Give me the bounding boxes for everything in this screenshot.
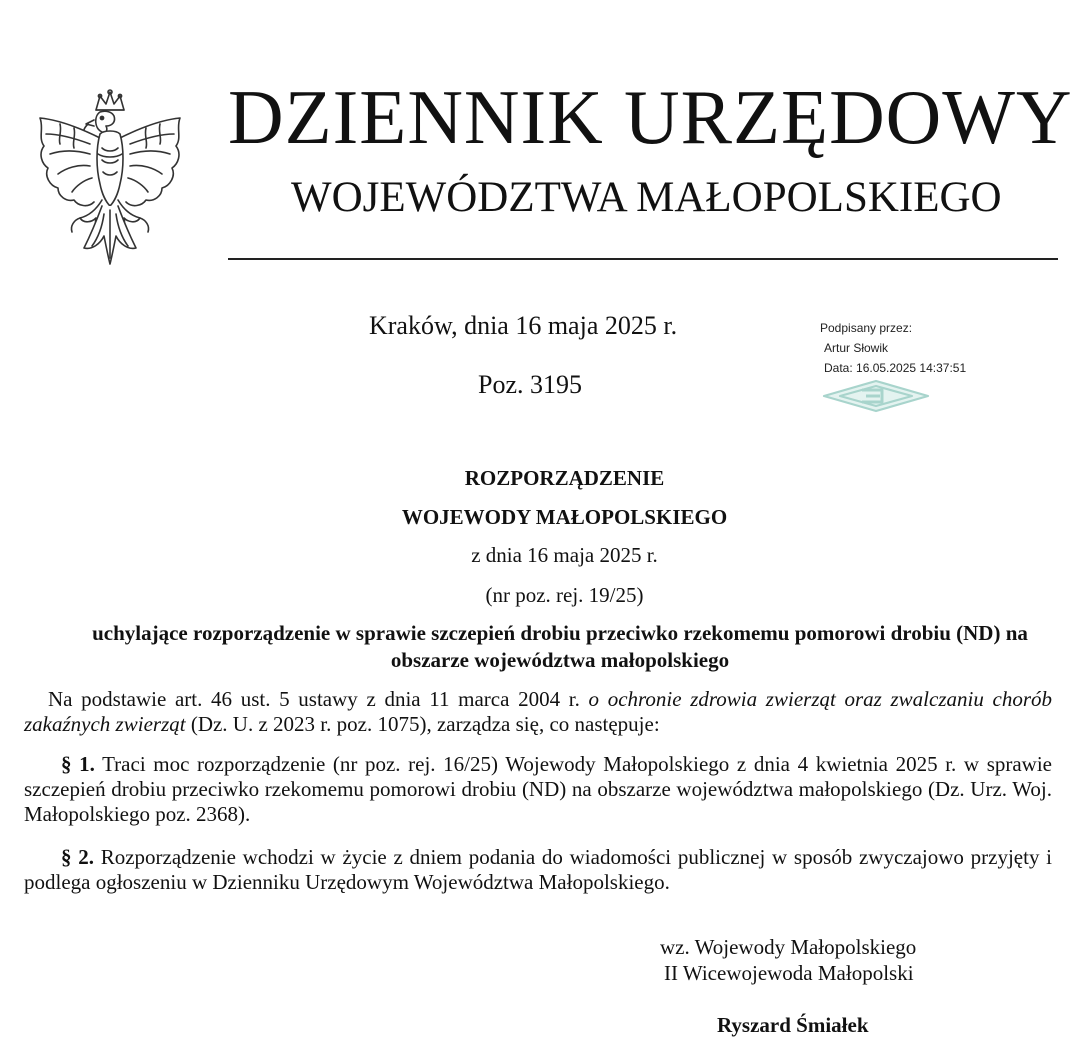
white-eagle-emblem-icon	[30, 88, 190, 266]
masthead-divider	[228, 258, 1058, 260]
section-1-mark: § 1.	[61, 752, 95, 776]
masthead-title: DZIENNIK URZĘDOWY	[228, 74, 1073, 160]
legal-basis-prefix: Na podstawie art. 46 ust. 5 ustawy z dnia 11 marca 2004 r.	[48, 687, 589, 711]
digital-signature-stamp	[818, 318, 1018, 418]
section-2-text: Rozporządzenie wchodzi w życie z dniem podania do wiadomości publicznej w sposób zwyczajowo przyjęty i podlega ogłoszeniu w Dzienniku Urzędowym Województwa Małopolskiego.	[24, 845, 1053, 894]
signatory-role-line-1: wz. Wojewody Małopolskiego	[660, 935, 917, 959]
signature-heading: Podpisany przez:	[820, 321, 913, 335]
act-title: o ochronie zdrowia zwierząt oraz zwalczaniu chorób zakaźnych zwierząt	[24, 687, 1053, 736]
section-1-paragraph	[24, 752, 1052, 827]
position-number: Poz. 3195	[478, 370, 582, 399]
signatory-role-line-2: II Wicewojewoda Małopolski	[664, 961, 914, 985]
regulation-subject: uchylające rozporządzenie w sprawie szczepień drobiu przeciwko rzekomemu pomorowi drobiu (ND) na obszarze województwa małopolskiego	[92, 621, 1028, 672]
e-signature-mark-icon	[820, 378, 932, 414]
regulation-date: z dnia 16 maja 2025 r.	[471, 543, 658, 567]
regulation-type: ROZPORZĄDZENIE	[464, 466, 665, 490]
regulation-register-number: (nr poz. rej. 19/25)	[485, 583, 644, 607]
regulation-issuer: WOJEWODY MAŁOPOLSKIEGO	[401, 505, 728, 529]
section-2-mark: § 2.	[61, 845, 94, 869]
masthead-subtitle: WOJEWÓDZTWA MAŁOPOLSKIEGO	[291, 174, 1002, 221]
signature-signer: Artur Słowik	[824, 341, 889, 355]
legal-basis-paragraph	[24, 687, 1052, 737]
signatory-name: Ryszard Śmiałek	[717, 1013, 869, 1037]
section-1-text: Traci moc rozporządzenie (nr poz. rej. 16/25) Wojewody Małopolskiego z dnia 4 kwietnia 2025 r. w sprawie szczepień drobiu przeciwko rzekomemu pomorowi drobiu (ND) na obszarze województwa małopolskiego (Dz. Urz. Woj. Małopolskiego poz. 2368).	[24, 752, 1052, 826]
place-date: Kraków, dnia 16 maja 2025 r.	[369, 311, 678, 340]
signature-date: Data: 16.05.2025 14:37:51	[824, 361, 967, 375]
legal-basis-suffix: (Dz. U. z 2023 r. poz. 1075), zarządza się, co następuje:	[185, 712, 660, 736]
section-2-paragraph	[24, 845, 1052, 895]
